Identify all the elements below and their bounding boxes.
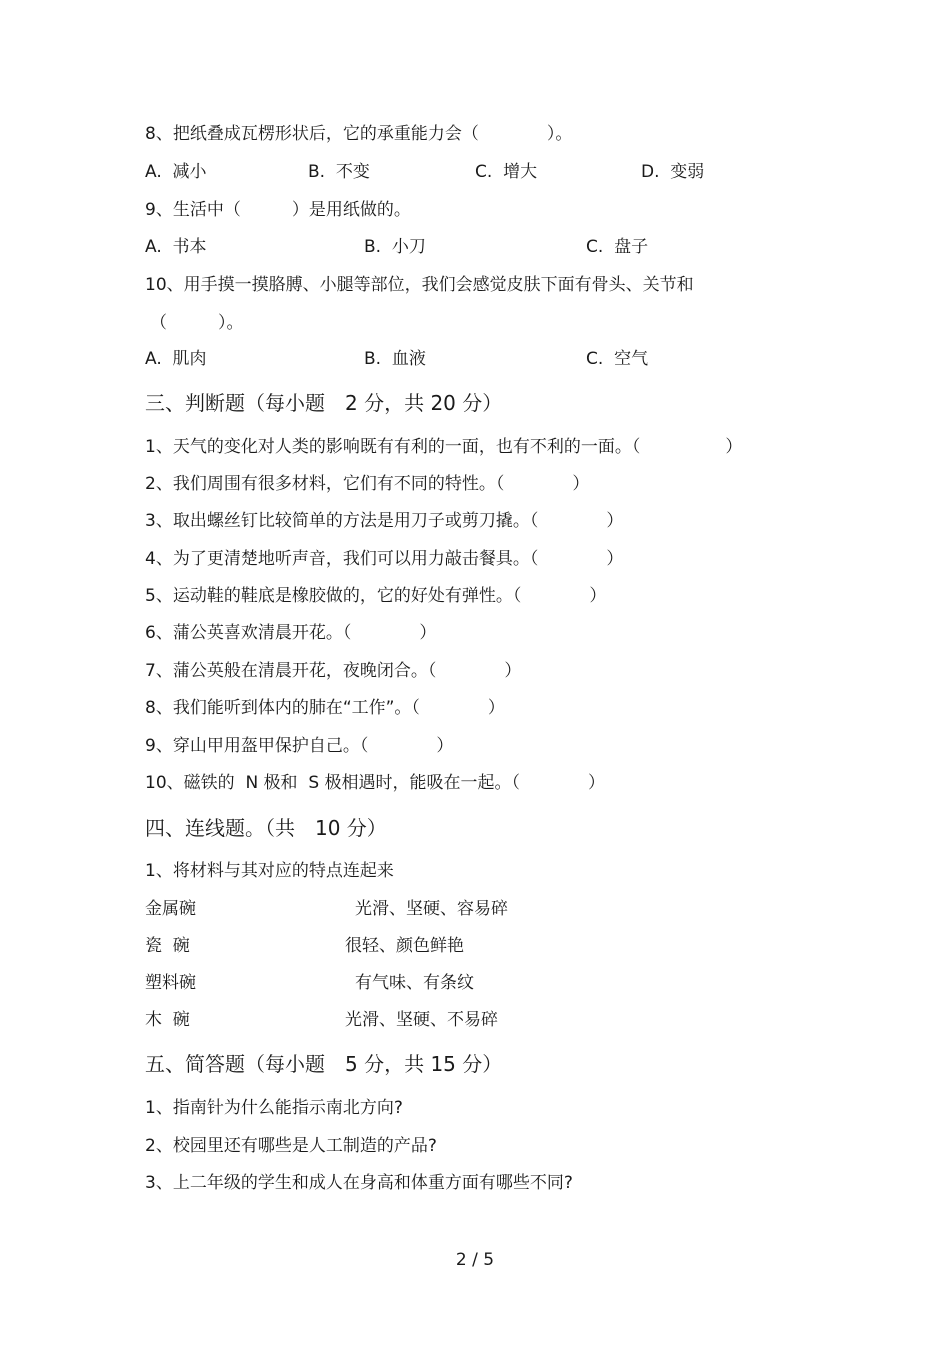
material-4: 木 碗 <box>145 1010 190 1030</box>
section5-title: 五、简答题（每小题 5 分，共 15 分） <box>145 1052 503 1076</box>
q10-option-c: C. 空气 <box>586 349 649 369</box>
section3-item-3: 3、取出螺丝钉比较简单的方法是用刀子或剪刀撬。（ ） <box>145 511 624 531</box>
q9-stem: 9、生活中（ ）是用纸做的。 <box>145 200 411 220</box>
section3-item-8: 8、我们能听到体内的肺在“工作”。（ ） <box>145 698 505 718</box>
q10-stem-line2: （ ）。 <box>150 313 244 333</box>
section4-title: 四、连线题。（共 10 分） <box>145 816 387 840</box>
section3-item-10: 10、磁铁的 N 极和 S 极相遇时，能吸在一起。（ ） <box>145 773 606 793</box>
section5-item-1: 1、指南针为什么能指示南北方向? <box>145 1098 403 1118</box>
section3-item-7: 7、蒲公英般在清晨开花，夜晚闭合。（ ） <box>145 661 522 681</box>
q8-stem: 8、把纸叠成瓦楞形状后，它的承重能力会（ ）。 <box>145 124 573 144</box>
section3-item-6: 6、蒲公英喜欢清晨开花。（ ） <box>145 623 437 643</box>
material-2: 瓷 碗 <box>145 936 190 956</box>
q9-option-c: C. 盘子 <box>586 237 649 257</box>
section3-title: 三、判断题（每小题 2 分，共 20 分） <box>145 391 503 415</box>
feature-2: 很轻、颜色鲜艳 <box>345 936 464 956</box>
q8-option-a: A. 减小 <box>145 162 207 182</box>
q8-option-d: D. 变弱 <box>641 162 705 182</box>
feature-1: 光滑、坚硬、容易碎 <box>355 899 508 919</box>
section3-item-9: 9、穿山甲用盔甲保护自己。（ ） <box>145 736 454 756</box>
feature-3: 有气味、有条纹 <box>355 973 474 993</box>
section3-item-4: 4、为了更清楚地听声音，我们可以用力敲击餐具。（ ） <box>145 549 624 569</box>
q8-option-c: C. 增大 <box>475 162 538 182</box>
material-1: 金属碗 <box>145 899 196 919</box>
section5-item-3: 3、上二年级的学生和成人在身高和体重方面有哪些不同? <box>145 1173 573 1193</box>
section5-item-2: 2、校园里还有哪些是人工制造的产品? <box>145 1136 437 1156</box>
section3-item-1: 1、天气的变化对人类的影响既有有利的一面，也有不利的一面。（ ） <box>145 437 743 457</box>
page-number: 2 / 5 <box>455 1250 495 1270</box>
feature-4: 光滑、坚硬、不易碎 <box>345 1010 498 1030</box>
q9-option-b: B. 小刀 <box>364 237 426 257</box>
material-3: 塑料碗 <box>145 973 196 993</box>
q10-stem-line1: 10、用手摸一摸胳膊、小腿等部位，我们会感觉皮肤下面有骨头、关节和 <box>145 275 694 295</box>
q9-option-a: A. 书本 <box>145 237 207 257</box>
section3-item-2: 2、我们周围有很多材料，它们有不同的特性。（ ） <box>145 474 590 494</box>
q10-option-b: B. 血液 <box>364 349 426 369</box>
q10-option-a: A. 肌肉 <box>145 349 207 369</box>
q8-option-b: B. 不变 <box>308 162 370 182</box>
section3-item-5: 5、运动鞋的鞋底是橡胶做的，它的好处有弹性。（ ） <box>145 586 607 606</box>
section4-instruction: 1、将材料与其对应的特点连起来 <box>145 861 394 881</box>
